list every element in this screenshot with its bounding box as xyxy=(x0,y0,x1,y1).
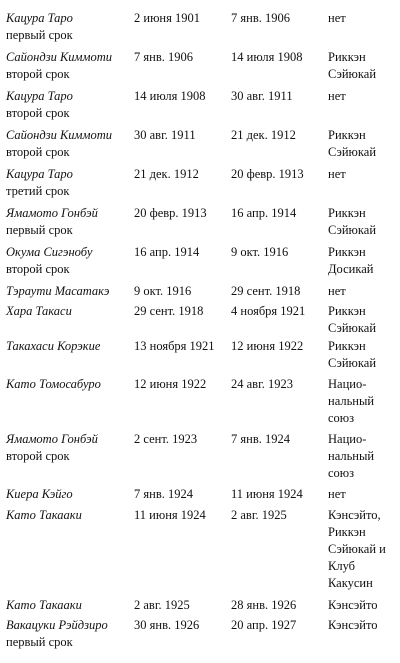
end-date: 11 июня 1924 xyxy=(231,487,303,501)
end-date: 14 июля 1908 xyxy=(231,50,303,64)
pm-term: первый срок xyxy=(6,635,73,649)
pm-name: Кацура Таро xyxy=(6,11,73,25)
end-date: 24 авг. 1923 xyxy=(231,377,294,391)
end-date: 21 дек. 1912 xyxy=(231,128,296,142)
start-date: 2 сент. 1923 xyxy=(134,432,198,446)
pm-term: третий срок xyxy=(6,184,70,198)
party-cell xyxy=(328,338,398,372)
pm-cell xyxy=(6,431,134,465)
party-line: Кэнсэйто xyxy=(328,618,378,632)
party-line: Риккэн xyxy=(328,245,366,259)
pm-name: Ямамото Гонбэй xyxy=(6,432,98,446)
party-cell xyxy=(328,49,398,83)
party-line: Сэйюкай xyxy=(328,145,377,159)
party-line: Риккэн xyxy=(328,304,366,318)
party-cell xyxy=(328,88,398,105)
party-line: Какусин xyxy=(328,576,373,590)
pm-name: Като Томосабуро xyxy=(6,377,101,391)
pm-term: первый срок xyxy=(6,28,73,42)
pm-cell xyxy=(6,88,134,122)
start-date: 2 июня 1901 xyxy=(134,11,200,25)
pm-name: Сайондзи Киммоти xyxy=(6,50,112,64)
party-line: Риккэн xyxy=(328,50,366,64)
start-date: 7 янв. 1906 xyxy=(134,50,193,64)
pm-cell xyxy=(6,303,134,320)
start-date: 11 июня 1924 xyxy=(134,508,206,522)
pm-term: второй срок xyxy=(6,67,70,81)
party-line: Сэйюкай xyxy=(328,67,377,81)
pm-name: Като Такааки xyxy=(6,508,82,522)
party-line: Кэнсэйто xyxy=(328,598,378,612)
start-date: 14 июля 1908 xyxy=(134,89,206,103)
party-cell xyxy=(328,617,398,634)
start-date: 29 сент. 1918 xyxy=(134,304,204,318)
party-line: Кэнсэйто, xyxy=(328,508,381,522)
pm-name: Кацура Таро xyxy=(6,89,73,103)
party-cell xyxy=(328,507,398,592)
party-cell xyxy=(328,10,398,27)
end-date: 20 апр. 1927 xyxy=(231,618,297,632)
start-date: 7 янв. 1924 xyxy=(134,487,193,501)
start-date: 16 апр. 1914 xyxy=(134,245,200,259)
pm-name: Кацура Таро xyxy=(6,167,73,181)
start-date: 12 июня 1922 xyxy=(134,377,207,391)
party-line: Сэйюкай xyxy=(328,356,377,370)
party-line: нальный xyxy=(328,449,375,463)
pm-cell xyxy=(6,283,134,300)
pm-cell xyxy=(6,617,134,651)
start-date: 13 ноября 1921 xyxy=(134,339,215,353)
start-date: 21 дек. 1912 xyxy=(134,167,199,181)
party-cell xyxy=(328,486,398,503)
pm-name: Такахаси Корэкие xyxy=(6,339,101,353)
pm-cell xyxy=(6,127,134,161)
party-cell xyxy=(328,244,398,278)
end-date: 30 авг. 1911 xyxy=(231,89,293,103)
pm-term: второй срок xyxy=(6,262,70,276)
party-line: нет xyxy=(328,487,346,501)
end-date: 7 янв. 1924 xyxy=(231,432,290,446)
end-date: 4 ноября 1921 xyxy=(231,304,306,318)
party-line: нет xyxy=(328,284,346,298)
pm-name: Тэраути Масатакэ xyxy=(6,284,110,298)
party-line: нальный xyxy=(328,394,375,408)
pm-cell xyxy=(6,338,134,355)
party-line: нет xyxy=(328,11,346,25)
end-date: 29 сент. 1918 xyxy=(231,284,301,298)
pm-term: второй срок xyxy=(6,145,70,159)
party-line: Риккэн xyxy=(328,128,366,142)
party-line: Риккэн xyxy=(328,206,366,220)
end-date: 2 авг. 1925 xyxy=(231,508,287,522)
party-line: нет xyxy=(328,167,346,181)
party-line: Сэйюкай и xyxy=(328,542,386,556)
start-date: 2 авг. 1925 xyxy=(134,598,190,612)
party-cell xyxy=(328,166,398,183)
pm-cell xyxy=(6,10,134,44)
end-date: 9 окт. 1916 xyxy=(231,245,289,259)
party-cell xyxy=(328,205,398,239)
pm-cell xyxy=(6,49,134,83)
pm-name: Киера Кэйго xyxy=(6,487,73,501)
party-line: союз xyxy=(328,466,355,480)
party-line: союз xyxy=(328,411,355,425)
pm-cell xyxy=(6,205,134,239)
party-line: Риккэн xyxy=(328,339,366,353)
end-date: 7 янв. 1906 xyxy=(231,11,290,25)
end-date: 28 янв. 1926 xyxy=(231,598,297,612)
pm-cell xyxy=(6,486,134,503)
pm-cell xyxy=(6,597,134,614)
start-date: 20 февр. 1913 xyxy=(134,206,207,220)
pm-term: второй срок xyxy=(6,449,70,463)
pm-name: Вакацуки Рэйдзиро xyxy=(6,618,108,632)
pm-name: Ямамото Гонбэй xyxy=(6,206,98,220)
party-cell xyxy=(328,127,398,161)
end-date: 20 февр. 1913 xyxy=(231,167,304,181)
party-line: нет xyxy=(328,89,346,103)
party-line: Нацио- xyxy=(328,377,367,391)
pm-name: Като Такааки xyxy=(6,598,82,612)
party-line: Досикай xyxy=(328,262,374,276)
end-date: 16 апр. 1914 xyxy=(231,206,297,220)
pm-cell xyxy=(6,244,134,278)
party-cell xyxy=(328,303,398,337)
pm-term: первый срок xyxy=(6,223,73,237)
pm-name: Сайондзи Киммоти xyxy=(6,128,112,142)
start-date: 30 янв. 1926 xyxy=(134,618,200,632)
party-cell xyxy=(328,283,398,300)
party-line: Сэйюкай xyxy=(328,321,377,335)
party-line: Клуб xyxy=(328,559,356,573)
party-line: Риккэн xyxy=(328,525,366,539)
party-cell xyxy=(328,376,398,427)
pm-cell xyxy=(6,376,134,393)
pm-cell xyxy=(6,507,134,524)
end-date: 12 июня 1922 xyxy=(231,339,304,353)
start-date: 9 окт. 1916 xyxy=(134,284,192,298)
party-line: Нацио- xyxy=(328,432,367,446)
party-line: Сэйюкай xyxy=(328,223,377,237)
pm-cell xyxy=(6,166,134,200)
party-cell xyxy=(328,431,398,482)
pm-term: второй срок xyxy=(6,106,70,120)
party-cell xyxy=(328,597,398,614)
start-date: 30 авг. 1911 xyxy=(134,128,196,142)
pm-name: Хара Такаси xyxy=(6,304,72,318)
pm-name: Окума Сигэнобу xyxy=(6,245,93,259)
